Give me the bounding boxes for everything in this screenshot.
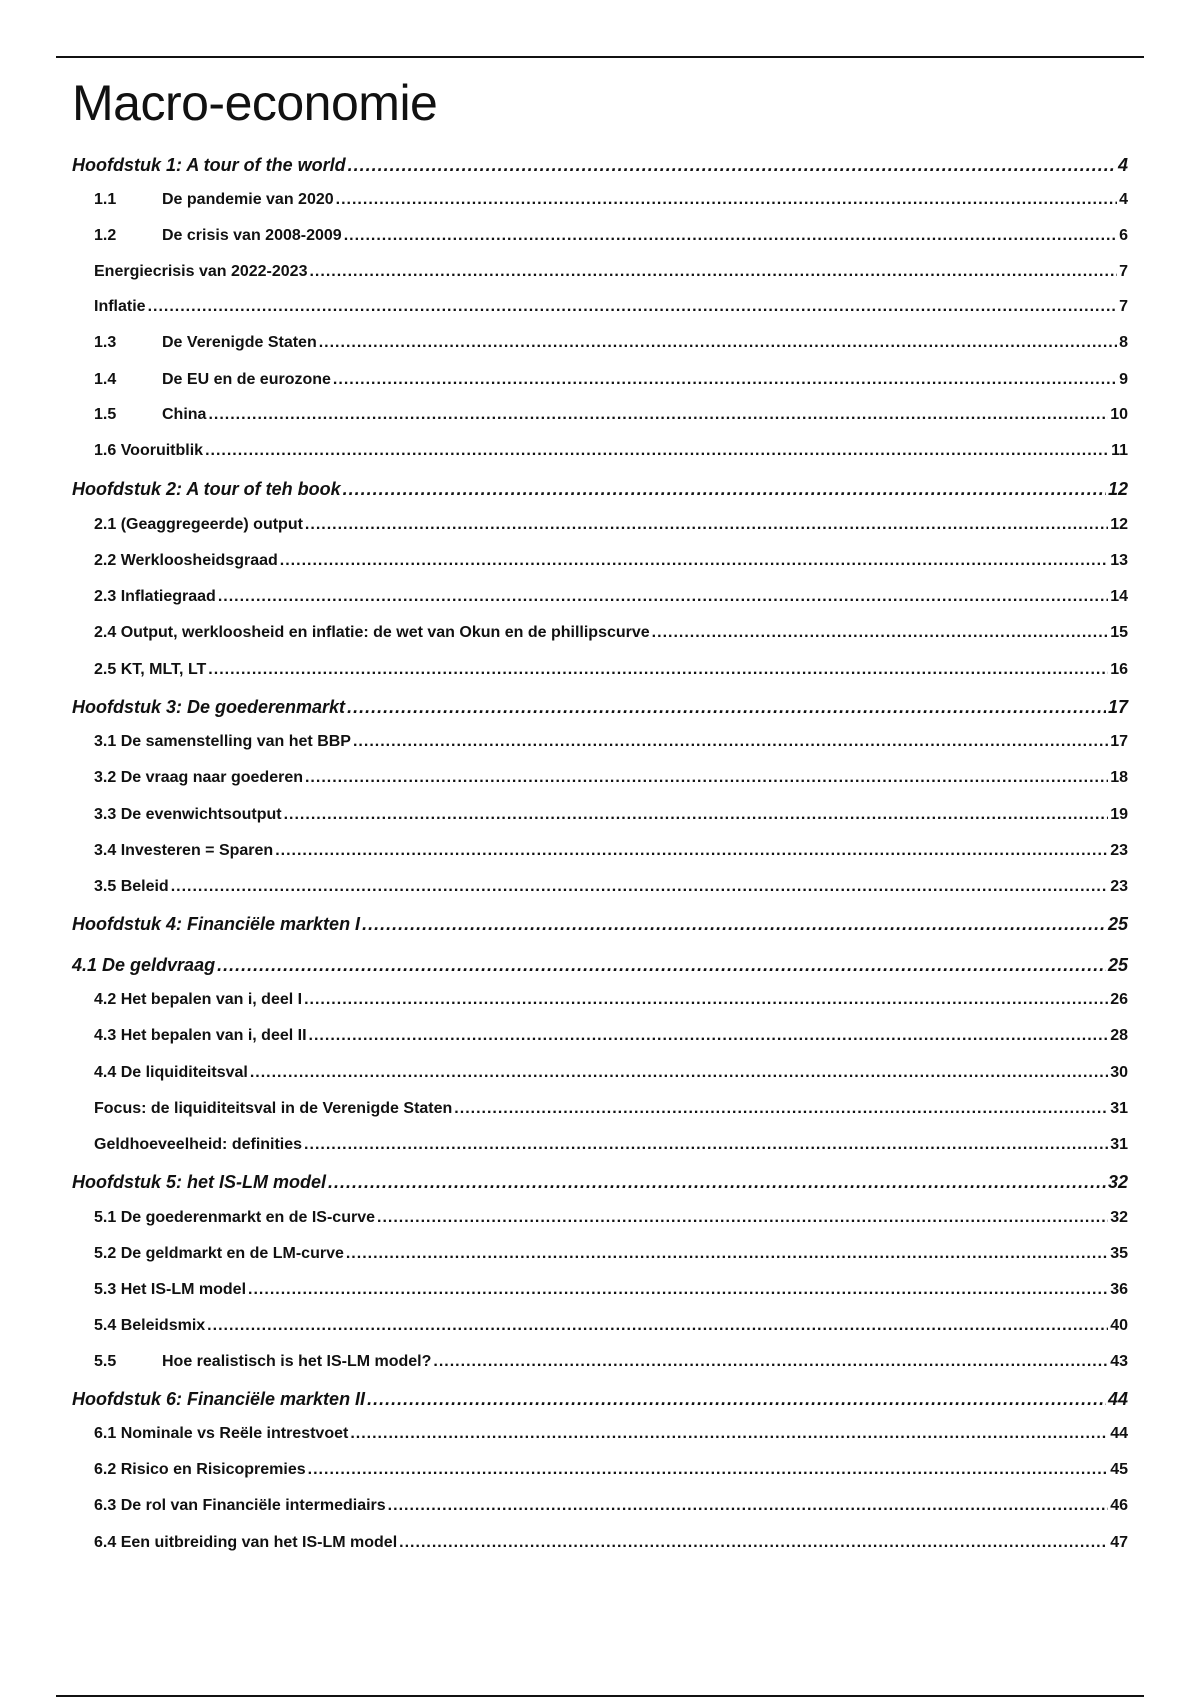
toc-dot-leader [367,1389,1106,1410]
toc-page-number: 12 [1110,516,1128,533]
toc-dot-leader [250,1064,1108,1082]
toc-chapter-entry[interactable] [72,955,1128,976]
toc-page-number: 40 [1110,1317,1128,1334]
toc-entry-title: Hoofdstuk 3: De goederenmarkt [72,697,346,717]
toc-page-number: 17 [1107,697,1128,717]
toc-dot-leader [348,155,1116,176]
toc-dot-leader [280,552,1108,570]
toc-dot-leader [275,842,1108,860]
toc-dot-leader [248,1281,1108,1299]
toc-page-number: 47 [1110,1534,1128,1551]
toc-dot-leader [336,191,1117,209]
toc-page-number: 23 [1110,878,1128,895]
bottom-rule [56,1695,1144,1697]
toc-entry-title: 6.3 De rol van Financiële intermediairs [94,1497,386,1514]
toc-section-entry[interactable] [94,191,1128,209]
toc-dot-leader [347,697,1106,718]
toc-entry-title: Focus: de liquiditeitsval in de Verenigde Staten [94,1100,453,1117]
toc-dot-leader [305,516,1108,534]
toc-section-entry[interactable] [94,1317,1128,1335]
toc-section-entry[interactable] [94,1136,1128,1154]
toc-section-entry[interactable] [94,516,1128,534]
toc-chapter-entry[interactable] [72,155,1128,176]
toc-page-number: 4 [1117,155,1128,175]
toc-dot-leader [218,588,1108,606]
toc-page-number: 4 [1119,191,1128,208]
toc-page-number: 6 [1119,227,1128,244]
toc-entry-title: Energiecrisis van 2022-2023 [94,263,308,280]
toc-page-number: 18 [1110,769,1128,786]
toc-entry-title: 3.1 De samenstelling van het BBP [94,733,351,750]
toc-entry-title: De Verenigde Staten [162,334,317,351]
toc-entry-title: Inflatie [94,298,146,315]
toc-entry-title: 6.2 Risico en Risicopremies [94,1461,306,1478]
toc-chapter-entry[interactable] [72,1389,1128,1410]
toc-page-number: 31 [1110,1136,1128,1153]
toc-section-entry[interactable] [94,1534,1128,1552]
toc-entry-title: 3.4 Investeren = Sparen [94,842,274,859]
toc-dot-leader [377,1209,1108,1227]
toc-section-entry[interactable] [94,552,1128,570]
toc-section-entry[interactable] [94,1100,1128,1118]
toc-dot-leader [309,263,1117,281]
toc-entry-title: Hoofdstuk 1: A tour of the world [72,155,346,175]
toc-page-number: 13 [1110,552,1128,569]
toc-section-entry[interactable] [94,406,1128,424]
toc-section-entry[interactable] [94,442,1128,460]
toc-dot-leader [304,1136,1108,1154]
toc-dot-leader [353,733,1108,751]
toc-dot-leader [454,1100,1108,1118]
toc-entry-number: 1.1 [94,191,117,208]
toc-entry-title: 5.1 De goederenmarkt en de IS-curve [94,1209,375,1226]
toc-page-number: 23 [1110,842,1128,859]
toc-chapter-entry[interactable] [72,914,1128,935]
toc-entry-title: 2.5 KT, MLT, LT [94,661,207,678]
toc-entry-number: 5.5 [94,1353,117,1370]
toc-section-entry[interactable] [94,227,1128,245]
toc-page-number: 19 [1110,806,1128,823]
toc-chapter-entry[interactable] [72,697,1128,718]
toc-entry-title: 2.1 (Geaggregeerde) output [94,516,303,533]
toc-page-number: 44 [1107,1389,1128,1409]
toc-entry-title: Hoofdstuk 6: Financiële markten II [72,1389,366,1409]
toc-section-entry[interactable] [94,842,1128,860]
toc-dot-leader [346,1245,1108,1263]
toc-dot-leader [284,806,1109,824]
toc-section-entry[interactable] [94,806,1128,824]
toc-section-entry[interactable] [94,1353,1128,1371]
toc-page-number: 12 [1107,479,1128,499]
toc-page-number: 44 [1110,1425,1128,1442]
toc-dot-leader [433,1353,1108,1371]
toc-page-number: 43 [1110,1353,1128,1370]
toc-dot-leader [388,1497,1109,1515]
toc-chapter-entry[interactable] [72,479,1128,500]
toc-dot-leader [343,479,1106,500]
toc-dot-leader [305,769,1108,787]
toc-dot-leader [308,1461,1109,1479]
toc-dot-leader [350,1425,1108,1443]
toc-entry-title: De crisis van 2008-2009 [162,227,342,244]
toc-dot-leader [652,624,1109,642]
toc-page-number: 17 [1110,733,1128,750]
toc-dot-leader [344,227,1117,245]
toc-page-number: 35 [1110,1245,1128,1262]
toc-dot-leader [205,442,1109,460]
toc-entry-title: 5.4 Beleidsmix [94,1317,206,1334]
toc-entry-title: 1.6 Vooruitblik [94,442,204,459]
toc-section-entry[interactable] [94,298,1128,316]
toc-page-number: 32 [1107,1172,1128,1192]
toc-page-number: 10 [1110,406,1128,423]
document-title: Macro-economie [72,75,438,131]
toc-entry-title: 3.2 De vraag naar goederen [94,769,303,786]
toc-entry-title: 2.4 Output, werkloosheid en inflatie: de wet van Okun en de phillipscurve [94,624,650,641]
toc-section-entry[interactable] [94,263,1128,281]
toc-entry-title: 5.3 Het IS-LM model [94,1281,247,1298]
toc-section-entry[interactable] [94,991,1128,1009]
toc-section-entry[interactable] [94,1281,1128,1299]
toc-entry-title: Geldhoeveelheid: definities [94,1136,303,1153]
toc-entry-title: China [162,406,207,423]
toc-page-number: 26 [1110,991,1128,1008]
toc-page-number: 28 [1110,1027,1128,1044]
toc-entry-title: Hoe realistisch is het IS-LM model? [162,1353,432,1370]
toc-dot-leader [171,878,1109,896]
toc-entry-title: 2.3 Inflatiegraad [94,588,216,605]
toc-chapter-entry[interactable] [72,1172,1128,1193]
toc-entry-title: 4.1 De geldvraag [72,955,216,975]
toc-page-number: 30 [1110,1064,1128,1081]
toc-entry-title: Hoofdstuk 5: het IS-LM model [72,1172,326,1192]
toc-entry-title: Hoofdstuk 4: Financiële markten I [72,914,361,934]
toc-entry-title: De EU en de eurozone [162,371,331,388]
toc-section-entry[interactable] [94,661,1128,679]
toc-section-entry[interactable] [94,1461,1128,1479]
toc-page-number: 25 [1107,914,1128,934]
toc-dot-leader [304,991,1108,1009]
toc-page-number: 36 [1110,1281,1128,1298]
toc-dot-leader [309,1027,1109,1045]
toc-page-number: 9 [1119,371,1128,388]
toc-entry-title: 6.4 Een uitbreiding van het IS-LM model [94,1534,398,1551]
toc-entry-title: 4.2 Het bepalen van i, deel I [94,991,303,1008]
toc-entry-number: 1.2 [94,227,117,244]
toc-entry-title: 3.5 Beleid [94,878,169,895]
toc-dot-leader [148,298,1118,316]
toc-entry-title: 4.3 Het bepalen van i, deel II [94,1027,307,1044]
toc-section-entry[interactable] [94,878,1128,896]
toc-dot-leader [333,371,1117,389]
toc-page-number: 25 [1107,955,1128,975]
toc-dot-leader [217,955,1106,976]
toc-page-number: 15 [1110,624,1128,641]
toc-section-entry[interactable] [94,371,1128,389]
toc-dot-leader [319,334,1117,352]
toc-entry-number: 1.5 [94,406,117,423]
toc-section-entry[interactable] [94,334,1128,352]
toc-section-entry[interactable] [94,769,1128,787]
toc-dot-leader [362,914,1106,935]
toc-dot-leader [207,1317,1108,1335]
toc-entry-number: 1.3 [94,334,117,351]
toc-entry-title: De pandemie van 2020 [162,191,334,208]
toc-dot-leader [208,406,1108,424]
toc-page-number: 16 [1110,661,1128,678]
toc-entry-title: 2.2 Werkloosheidsgraad [94,552,278,569]
toc-page-number: 14 [1110,588,1128,605]
toc-page-number: 7 [1119,298,1128,315]
toc-section-entry[interactable] [94,1497,1128,1515]
toc-page-number: 31 [1110,1100,1128,1117]
toc-page-number: 46 [1110,1497,1128,1514]
toc-section-entry[interactable] [94,1209,1128,1227]
toc-dot-leader [208,661,1108,679]
toc-entry-title: 6.1 Nominale vs Reële intrestvoet [94,1425,349,1442]
toc-section-entry[interactable] [94,1027,1128,1045]
toc-page-number: 8 [1119,334,1128,351]
toc-section-entry[interactable] [94,733,1128,751]
toc-entry-number: 1.4 [94,371,117,388]
toc-entry-title: 3.3 De evenwichtsoutput [94,806,282,823]
toc-dot-leader [328,1172,1106,1193]
toc-page-number: 7 [1119,263,1128,280]
toc-section-entry[interactable] [94,1064,1128,1082]
toc-page-number: 11 [1111,442,1128,459]
toc-entry-title: Hoofdstuk 2: A tour of teh book [72,479,341,499]
toc-section-entry[interactable] [94,1425,1128,1443]
toc-entry-title: 5.2 De geldmarkt en de LM-curve [94,1245,344,1262]
toc-section-entry[interactable] [94,624,1128,642]
toc-section-entry[interactable] [94,1245,1128,1263]
toc-entry-title: 4.4 De liquiditeitsval [94,1064,248,1081]
toc-dot-leader [399,1534,1108,1552]
toc-page-number: 32 [1110,1209,1128,1226]
toc-section-entry[interactable] [94,588,1128,606]
toc-page-number: 45 [1110,1461,1128,1478]
